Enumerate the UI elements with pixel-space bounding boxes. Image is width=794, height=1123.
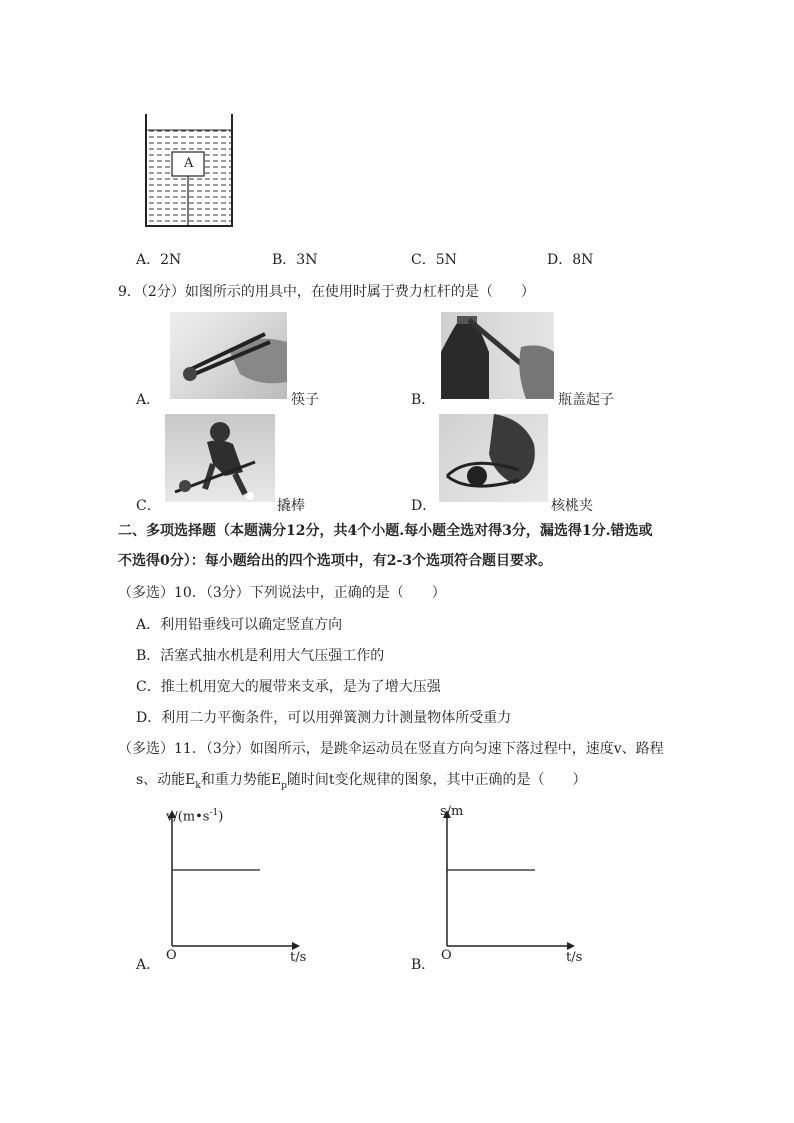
q8-option-c: C．5N xyxy=(411,252,457,268)
q11-stem-sub-p: p xyxy=(281,780,287,791)
q11-stem-line2 xyxy=(136,769,587,791)
q8-option-a: A．2N xyxy=(136,252,182,268)
nutcracker-photo xyxy=(439,414,548,502)
q11-stem-text-1: s、动能E xyxy=(136,772,196,788)
graph-a-option-letter: A． xyxy=(136,957,161,973)
q10-option-b: B．活塞式抽水机是利用大气压强工作的 xyxy=(136,648,385,664)
q8-option-d: D．8N xyxy=(547,252,594,268)
q11-stem-line1: （多选）11．（3分）如图所示，是跳伞运动员在竖直方向匀速下落过程中，速度v、路程 xyxy=(118,741,664,757)
q10-stem: （多选）10．（3分）下列说法中，正确的是（ ） xyxy=(118,585,446,601)
q9-option-b-letter: B． xyxy=(411,392,436,408)
graph-a-ylabel-end: ) xyxy=(218,809,224,825)
block-a-label: A xyxy=(184,156,194,171)
graph-b-ylabel: s/m xyxy=(440,804,464,819)
graph-a-ylabel xyxy=(166,808,223,824)
graph-a-ylabel-main: v/(m•s xyxy=(166,809,210,825)
graph-b-option-letter: B． xyxy=(411,957,436,973)
graph-b-origin: O xyxy=(441,948,452,963)
q11-stem-text-2: 和重力势能E xyxy=(200,772,282,788)
graph-b-x-arrow xyxy=(567,942,575,950)
graph-a-xlabel: t/s xyxy=(290,950,307,965)
section2-heading-line1: 二、多项选择题（本题满分12分，共4个小题.每小题全选对得3分，漏选得1分.错选或 xyxy=(118,523,653,539)
q9-option-c-letter: C． xyxy=(136,498,161,514)
graph-a-ylabel-sup: -1 xyxy=(209,808,219,818)
q9-option-d-caption: 核桃夹 xyxy=(551,498,593,514)
chopsticks-photo xyxy=(170,312,287,399)
q10-option-d: D．利用二力平衡条件，可以用弹簧测力计测量物体所受重力 xyxy=(136,710,512,726)
q10-option-c: C．推土机用宽大的履带来支承，是为了增大压强 xyxy=(136,679,441,695)
graph-b-xlabel: t/s xyxy=(566,950,583,965)
q10-option-a: A．利用铅垂线可以确定竖直方向 xyxy=(136,617,343,633)
q11-stem-text-3: 随时间t变化规律的图象，其中正确的是（ ） xyxy=(286,772,587,788)
graph-a-velocity-time xyxy=(150,800,310,970)
q9-option-a-caption: 筷子 xyxy=(291,392,319,408)
q9-option-b-caption: 瓶盖起子 xyxy=(558,392,614,408)
bottle-opener-photo xyxy=(441,312,554,399)
graph-a-x-arrow xyxy=(292,942,300,950)
q9-option-d-letter: D． xyxy=(411,498,437,514)
q8-option-b: B．3N xyxy=(272,252,318,268)
graph-a-origin: O xyxy=(166,948,177,963)
q9-option-a-letter: A． xyxy=(136,392,161,408)
q9-option-c-caption: 撬棒 xyxy=(277,498,305,514)
q9-stem: 9．（2分）如图所示的用具中，在使用时属于费力杠杆的是（ ） xyxy=(118,284,535,300)
crowbar-photo xyxy=(165,414,275,502)
q11-stem-sub-k: k xyxy=(195,780,201,791)
graph-b-distance-time xyxy=(425,800,585,970)
section2-heading-line2: 不选得0分）：每小题给出的四个选项中，有2-3个选项符合题目要求。 xyxy=(118,553,553,569)
